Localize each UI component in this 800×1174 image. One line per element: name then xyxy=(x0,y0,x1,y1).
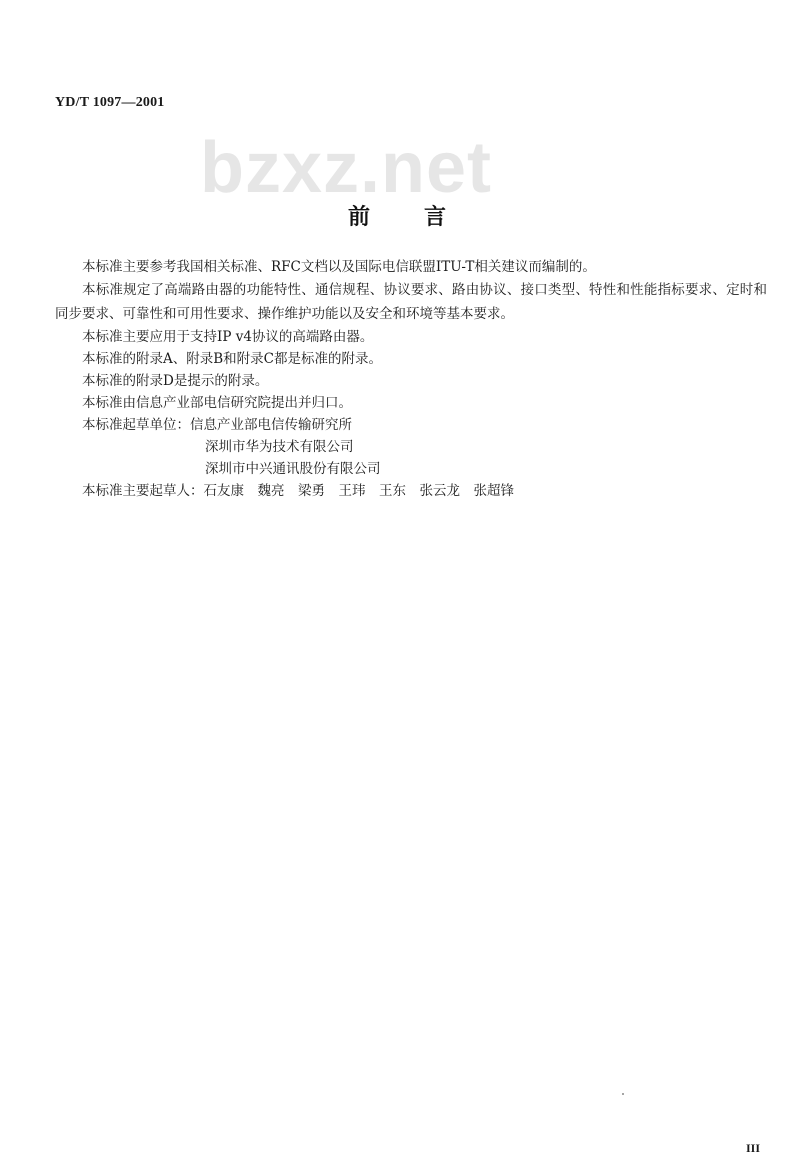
paragraph-3: 本标准主要应用于支持IP v4协议的高端路由器。 xyxy=(82,329,374,345)
watermark: bzxz.net xyxy=(200,128,493,208)
standard-number: YD/T 1097—2001 xyxy=(55,95,165,110)
paragraph-2: 本标准规定了高端路由器的功能特性、通信规程、协议要求、路由协议、接口类型、特性和性能指标要求、定时和同步要求、可靠性和可用性要求、操作维护功能以及安全和环境等基本要求。 xyxy=(55,282,767,322)
paragraph-5: 本标准的附录D是提示的附录。 xyxy=(82,373,269,389)
scan-speck xyxy=(622,1093,624,1095)
paragraph-1: 本标准主要参考我国相关标准、RFC文档以及国际电信联盟ITU-T相关建议而编制的。 xyxy=(82,259,596,275)
drafters-names: 石友康 魏亮 梁勇 王玮 王东 张云龙 张超锋 xyxy=(203,483,514,499)
drafting-org-3: 深圳市中兴通讯股份有限公司 xyxy=(205,461,381,477)
drafting-units xyxy=(55,414,767,436)
foreword-body xyxy=(55,256,767,502)
drafting-org-1: 信息产业部电信传输研究所 xyxy=(190,417,352,433)
paragraph-4: 本标准的附录A、附录B和附录C都是标准的附录。 xyxy=(82,351,382,367)
page-number: III xyxy=(745,1141,760,1155)
main-drafters xyxy=(55,480,767,502)
drafting-org-2: 深圳市华为技术有限公司 xyxy=(205,439,354,455)
drafting-units-label: 本标准起草单位： xyxy=(82,417,190,433)
page-title: 前言 xyxy=(348,204,501,230)
drafters-label: 本标准主要起草人： xyxy=(82,483,204,499)
paragraph-6: 本标准由信息产业部电信研究院提出并归口。 xyxy=(82,395,352,411)
